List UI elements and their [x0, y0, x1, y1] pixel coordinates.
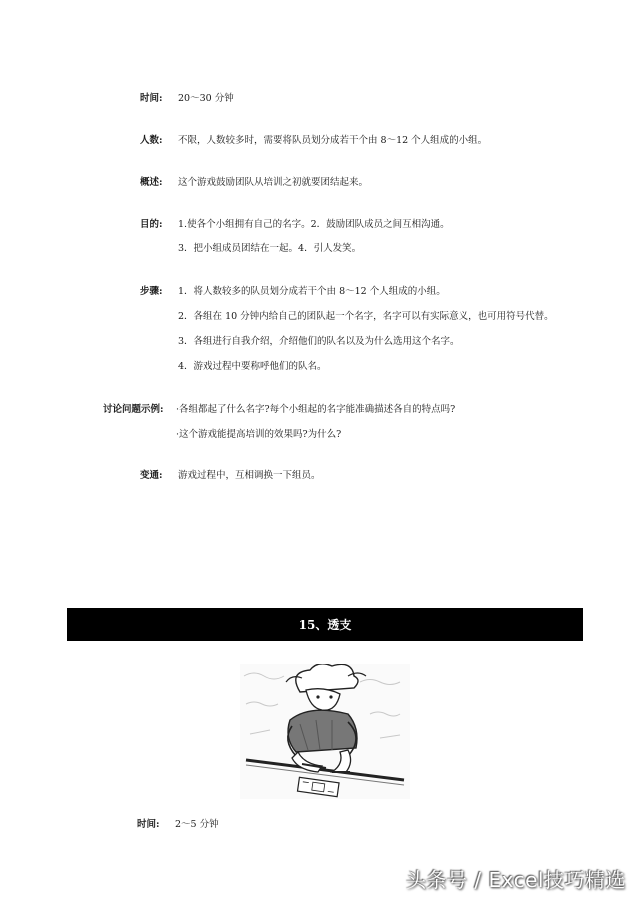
step-item: 1．将人数较多的队员划分成若干个由 8～12 个人组成的小组。 — [178, 286, 446, 297]
people-value: 不限，人数较多时，需要将队员划分成若干个由 8～12 个人组成的小组。 — [178, 135, 488, 146]
goal-line: 3．把小组成员团结在一起。4．引人发笑。 — [178, 243, 362, 254]
goal-label: 目的: — [140, 219, 163, 230]
discussion-item: ·各组都起了什么名字?每个小组起的名字能准确描述各自的特点吗? — [176, 404, 456, 415]
discussion-label: 讨论问题示例: — [103, 404, 164, 415]
section-title: 15、透支 — [298, 618, 352, 632]
step-item: 4．游戏过程中要称呼他们的队名。 — [178, 361, 327, 372]
time-value-2: 2～5 分钟 — [175, 819, 219, 830]
steps-label: 步骤: — [140, 286, 163, 297]
step-item: 3．各组进行自我介绍，介绍他们的队名以及为什么选用这个名字。 — [178, 336, 460, 347]
discussion-item: ·这个游戏能提高培训的效果吗?为什么? — [176, 429, 342, 440]
variation-label: 变通: — [140, 470, 163, 481]
step-item: 2．各组在 10 分钟内给自己的团队起一个名字，名字可以有实际意义，也可用符号代替。 — [178, 311, 554, 322]
time-value: 20～30 分钟 — [178, 93, 234, 104]
section-title-banner — [67, 608, 583, 641]
time-label-2: 时间: — [137, 819, 160, 830]
watermark-text: 头条号 / Excel技巧精选 — [406, 868, 626, 892]
variation-value: 游戏过程中，互相调换一下组员。 — [178, 470, 321, 481]
time-label: 时间: — [140, 93, 163, 104]
cartoon-illustration — [240, 664, 410, 799]
overview-value: 这个游戏鼓励团队从培训之初就要团结起来。 — [178, 177, 369, 188]
overview-label: 概述: — [140, 177, 163, 188]
people-label: 人数: — [140, 135, 163, 146]
goal-line: 1.使各个小组拥有自己的名字。2．鼓励团队成员之间互相沟通。 — [178, 219, 450, 230]
